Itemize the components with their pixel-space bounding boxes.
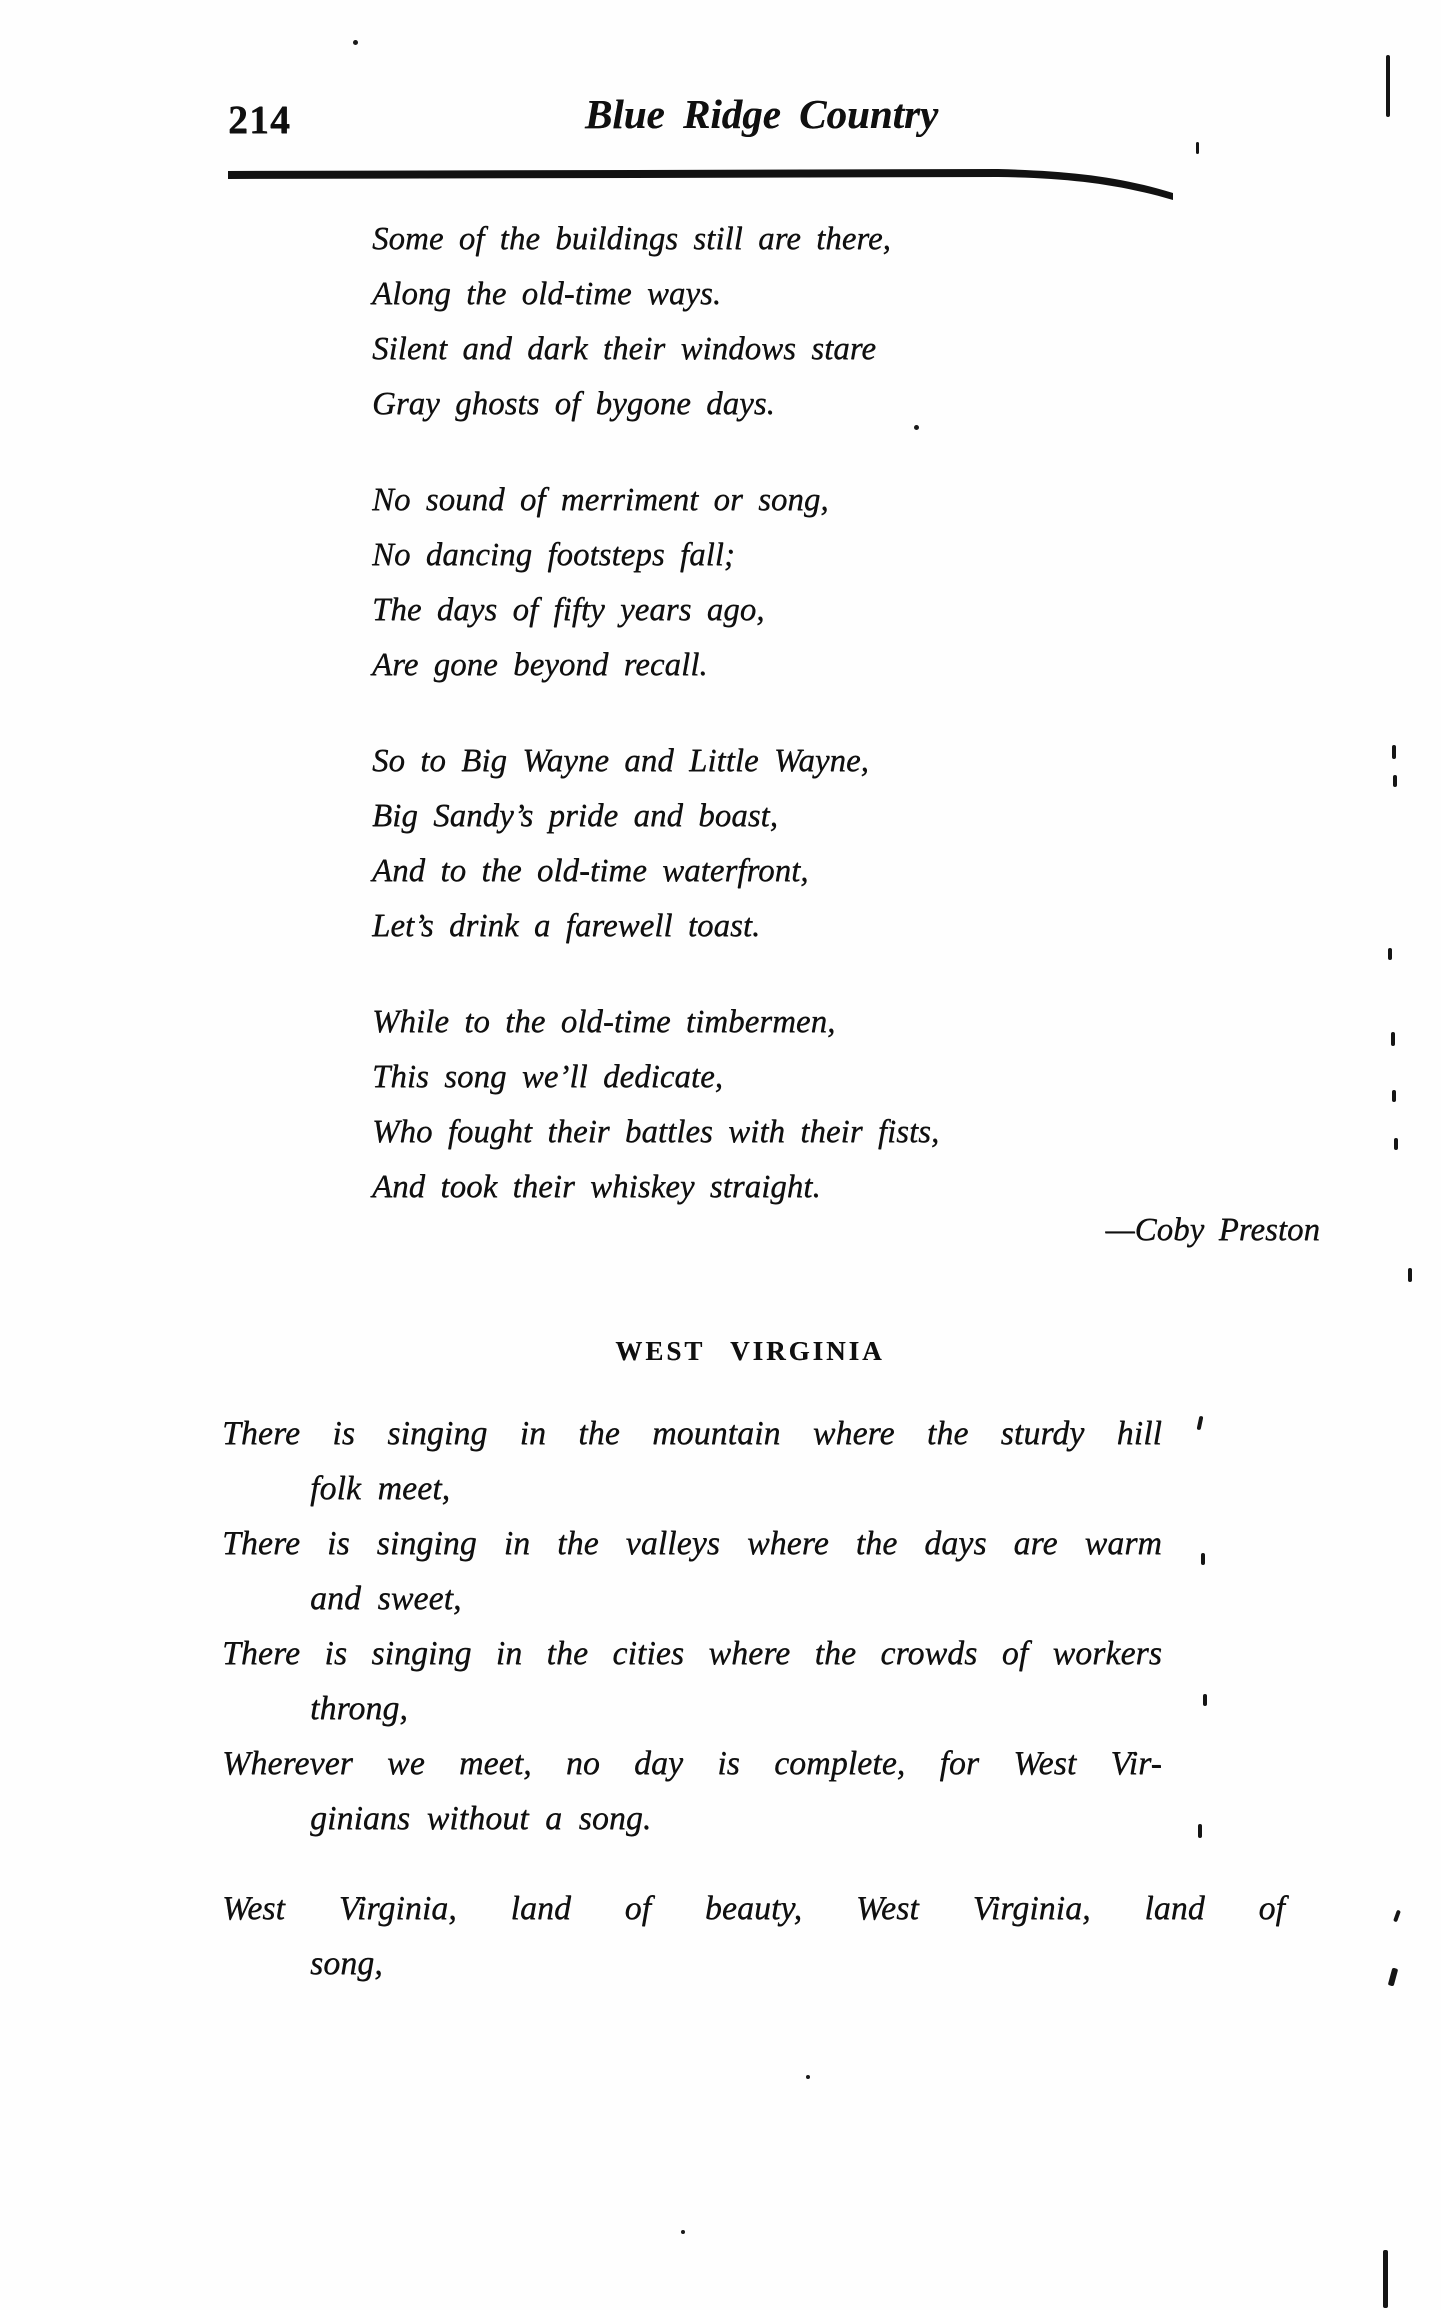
- poem-line: Let’s drink a farewell toast.: [372, 908, 761, 944]
- scan-artifact-mark: [1198, 1824, 1202, 1838]
- poem-line: No sound of merriment or song,: [372, 482, 829, 518]
- scan-artifact-mark: [1393, 1910, 1401, 1923]
- poem-line: There is singing in the cities where the crowds of workers: [222, 1635, 1162, 1672]
- poem-west-virginia: [222, 1406, 1285, 1991]
- poem-line: West Virginia, land of beauty, West Virginia, land of: [222, 1890, 1285, 1927]
- scan-artifact-mark: [353, 40, 358, 45]
- header-rule: [228, 166, 1173, 208]
- scan-artifact-mark: [1383, 2250, 1388, 2308]
- poem-line-continuation: song,: [310, 1945, 383, 1982]
- poem-line: While to the old-time timbermen,: [372, 1004, 836, 1040]
- poem-line: So to Big Wayne and Little Wayne,: [372, 743, 869, 779]
- poem-line-continuation: throng,: [310, 1690, 408, 1727]
- scan-artifact-mark: [1203, 1694, 1207, 1706]
- scan-artifact-mark: [681, 2230, 685, 2234]
- scan-artifact-mark: [1391, 1032, 1395, 1046]
- scan-artifact-mark: [1201, 1553, 1205, 1565]
- poem-line: Big Sandy’s pride and boast,: [372, 798, 778, 834]
- poem-line-continuation: folk meet,: [310, 1470, 451, 1507]
- stanza: [372, 473, 1132, 693]
- poem-line-continuation: ginians without a song.: [310, 1800, 652, 1837]
- poem-line: Silent and dark their windows stare: [372, 331, 877, 367]
- section-heading: WEST VIRGINIA: [615, 1336, 885, 1366]
- poem-big-sandy: [372, 212, 1132, 1256]
- scan-artifact-mark: [1392, 1090, 1396, 1102]
- scan-artifact-mark: [1393, 775, 1397, 787]
- poem-line: Some of the buildings still are there,: [372, 221, 891, 257]
- scan-artifact-mark: [1388, 948, 1392, 960]
- stanza: [372, 995, 1132, 1215]
- poem-line: This song we’ll dedicate,: [372, 1059, 723, 1095]
- running-title: Blue Ridge Country: [585, 91, 939, 137]
- scan-artifact-mark: [1386, 55, 1390, 117]
- poem-line: And took their whiskey straight.: [372, 1169, 821, 1205]
- poem-line-continuation: and sweet,: [310, 1580, 462, 1617]
- stanza: [372, 212, 1132, 432]
- scan-artifact-mark: [806, 2075, 810, 2079]
- stanza: [372, 734, 1132, 954]
- poem-line: The days of fifty years ago,: [372, 592, 765, 628]
- poem-attribution: —Coby Preston: [1105, 1212, 1320, 1248]
- poem-line: There is singing in the valleys where the days are warm: [222, 1525, 1162, 1562]
- poem-line: Gray ghosts of bygone days.: [372, 386, 775, 422]
- scan-artifact-mark: [1388, 1968, 1398, 1987]
- poem-line: Wherever we meet, no day is complete, for West Vir-: [222, 1745, 1162, 1782]
- scan-artifact-mark: [1197, 1416, 1204, 1431]
- page-number: 214: [228, 97, 291, 142]
- scan-artifact-mark: [914, 425, 919, 430]
- scan-artifact-mark: [1196, 142, 1199, 154]
- poem-line: No dancing footsteps fall;: [372, 537, 735, 573]
- poem-line: Are gone beyond recall.: [372, 647, 708, 683]
- poem-line: Who fought their battles with their fists,: [372, 1114, 940, 1150]
- scan-artifact-mark: [1408, 1268, 1412, 1282]
- poem-line: And to the old-time waterfront,: [372, 853, 809, 889]
- scan-artifact-mark: [1392, 745, 1396, 759]
- poem-line: Along the old-time ways.: [372, 276, 722, 312]
- scan-artifact-mark: [1394, 1138, 1398, 1150]
- poem-line: There is singing in the mountain where the sturdy hill: [222, 1415, 1162, 1452]
